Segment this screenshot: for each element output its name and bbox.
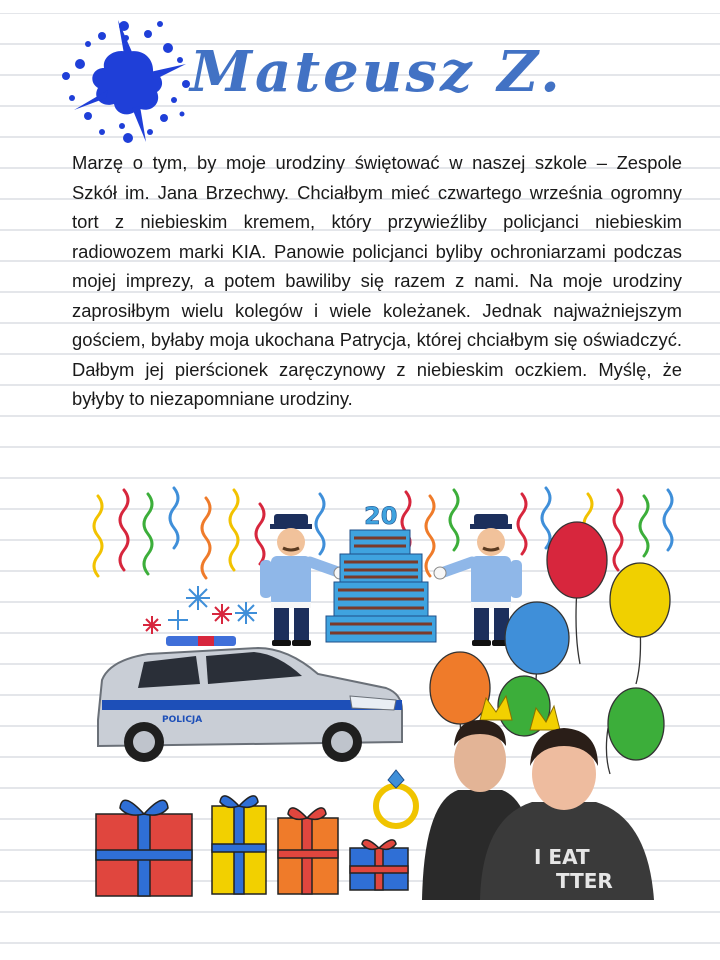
cake-number: 20	[364, 502, 398, 530]
car-door-text: POLICJA	[162, 715, 203, 725]
birthday-cake	[326, 502, 436, 642]
shirt-text: I EAT	[534, 845, 590, 869]
engagement-ring	[376, 770, 416, 826]
fireworks	[143, 586, 257, 634]
gifts	[96, 796, 408, 896]
page-title: Mateusz Z.	[190, 39, 563, 105]
party-illustration	[88, 484, 682, 904]
shirt-text-2: TTER	[556, 869, 613, 893]
police-car	[98, 636, 402, 762]
ink-splat-icon	[58, 14, 198, 149]
story-paragraph: Marzę o tym, by moje urodziny świętować w naszej szkole – Zespole Szkół im. Jana Brzechwy. Chciałbym mieć czwartego września ogromny tort z niebieskim kremem, który przywieźliby policjanci niebieskim radiowozem marki KIA. Panowie policjanci byliby ochroniarzami podczas mojej imprezy, a potem bawiliby się razem z nami. Na moje urodziny zaprosiłbym wielu kolegów i wiele koleżanek. Jednak najważniejszym gościem, byłaby moja ukochana Patrycja, której chciałbym się oświadczyć. Dałbym jej pierścionek zaręczynowy z niebieskim oczkiem. Myślę, że byłyby to niezapomniane urodziny.	[72, 152, 682, 409]
